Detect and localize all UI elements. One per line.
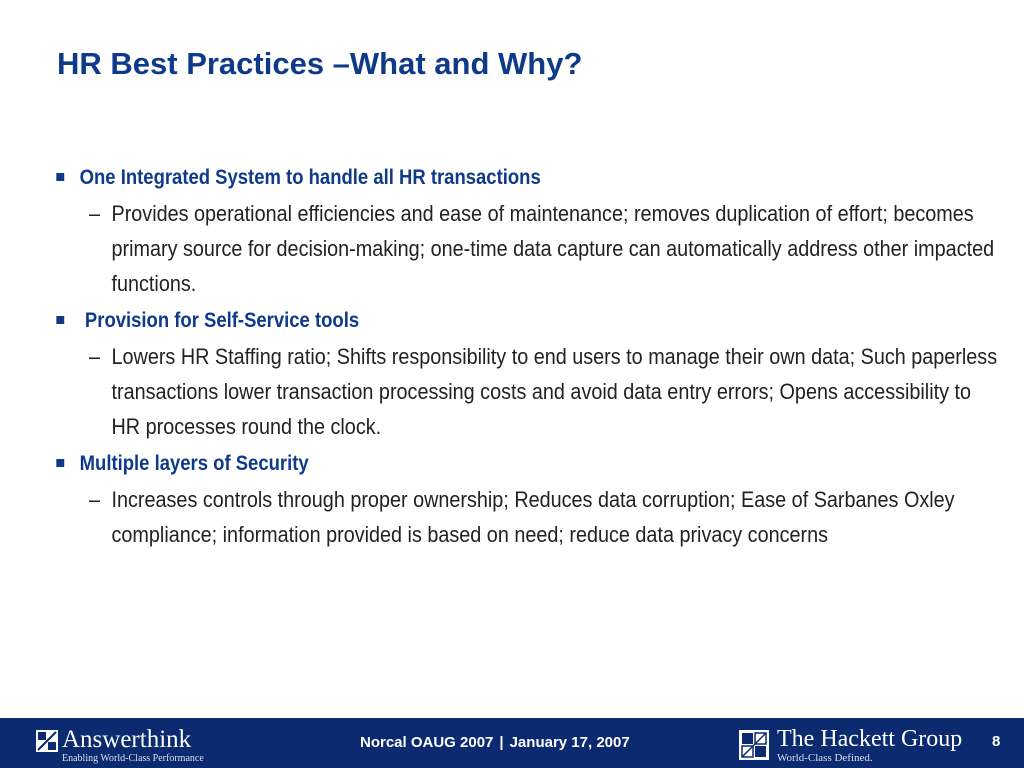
hackett-logo-icon [739,730,769,760]
sub-bullet-text: Provides operational efficiencies and ease of maintenance; removes duplication of effort; becomes primary source for decision-making; one-time data capture can automatically address other impacted functions. [111,201,995,296]
hackett-name: The Hackett Group [777,726,963,752]
event-date: January 17, 2007 [509,734,630,751]
square-bullet-icon [56,173,64,181]
bullet-heading: Multiple layers of Security [79,452,309,475]
sub-bullet-security [89,482,1003,552]
dash-marker: – [89,487,101,512]
answerthink-tagline: Enabling World-Class Performance [62,753,204,764]
sub-bullet-integrated-system [89,196,1003,301]
sub-bullet-text: Increases controls through proper ownership; Reduces data corruption; Ease of Sarbanes Oxley compliance; information provided is based on need; reduce data privacy concerns [111,487,955,547]
footer-bar [0,718,1024,768]
square-bullet-icon [56,316,64,324]
footer-event-info [360,734,630,751]
answerthink-logo-icon [36,730,58,752]
square-bullet-icon [56,459,64,467]
bullet-heading: One Integrated System to handle all HR transactions [79,166,541,189]
bullet-item-integrated-system [55,160,873,196]
dash-marker: – [89,201,101,226]
slide-title: HR Best Practices –What and Why? [57,46,583,81]
dash-marker: – [89,344,101,369]
hackett-tagline: World-Class Defined. [777,752,873,764]
sub-bullet-self-service [89,339,1003,444]
page-number: 8 [992,733,1001,750]
bullet-item-security [55,446,873,482]
bullet-heading: Provision for Self-Service tools [84,309,360,332]
footer-separator: | [499,734,504,751]
sub-bullet-text: Lowers HR Staffing ratio; Shifts responsibility to end users to manage their own data; Such paperless transactions lower transaction processing costs and avoid data entry errors; Opens accessibility to HR processes round the clock. [111,344,998,439]
bullet-item-self-service [55,303,873,339]
answerthink-logo [36,726,256,764]
hackett-logo [739,726,979,764]
event-name: Norcal OAUG 2007 [360,734,494,751]
bullet-list [55,160,998,554]
answerthink-name: Answerthink [62,726,192,753]
